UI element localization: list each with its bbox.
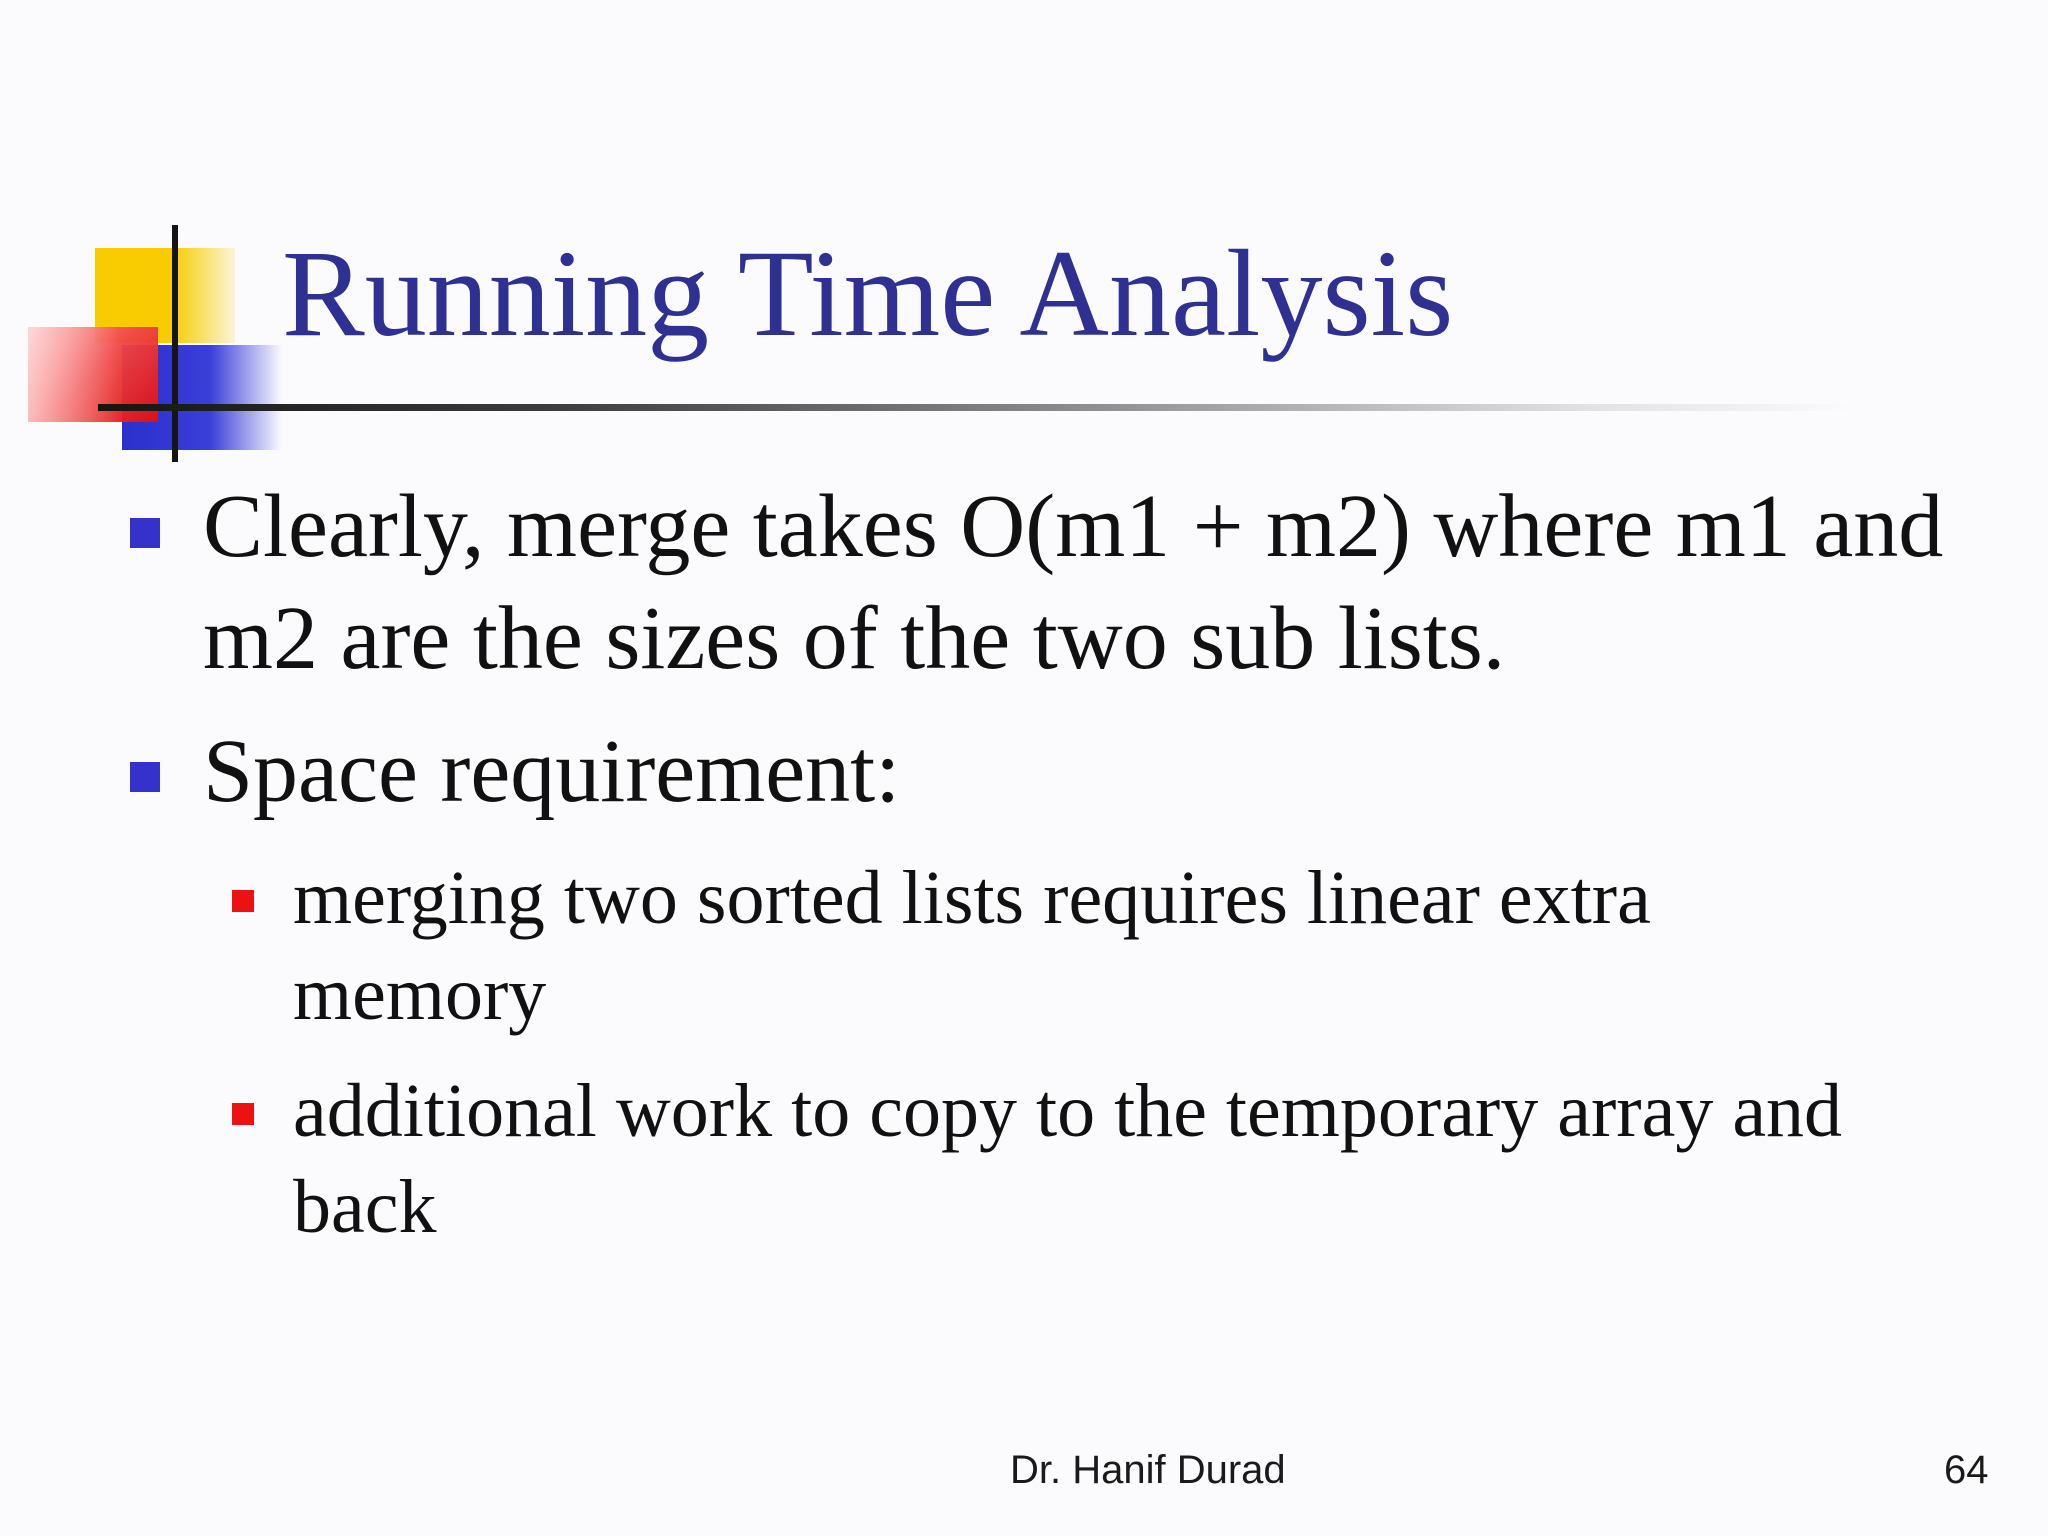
- sub-bullet-square-icon: [232, 1103, 254, 1125]
- sub-bullet-text-line: merging two sorted lists requires linear extra: [293, 856, 1651, 940]
- footer-author: Dr. Hanif Durad: [1010, 1448, 1286, 1492]
- sub-bullet-text-line: additional work to copy to the temporary array and: [293, 1069, 1843, 1153]
- bullet-text-line: m2 are the sizes of the two sub lists.: [203, 589, 1506, 688]
- title-underline: [98, 404, 1858, 411]
- sub-bullet-text-line: back: [293, 1165, 437, 1249]
- logo-vertical-line: [172, 225, 178, 462]
- sub-bullet-square-icon: [232, 890, 254, 912]
- footer-page-number: 64: [1944, 1448, 1989, 1492]
- sub-bullet-text-line: memory: [293, 952, 547, 1036]
- bullet-square-icon: [130, 518, 160, 548]
- bullet-text-line: Clearly, merge takes O(m1 + m2) where m1 and: [203, 477, 1944, 576]
- slide-title: Running Time Analysis: [282, 225, 1454, 362]
- bullet-text-line: Space requirement:: [203, 722, 901, 821]
- bullet-square-icon: [130, 762, 160, 792]
